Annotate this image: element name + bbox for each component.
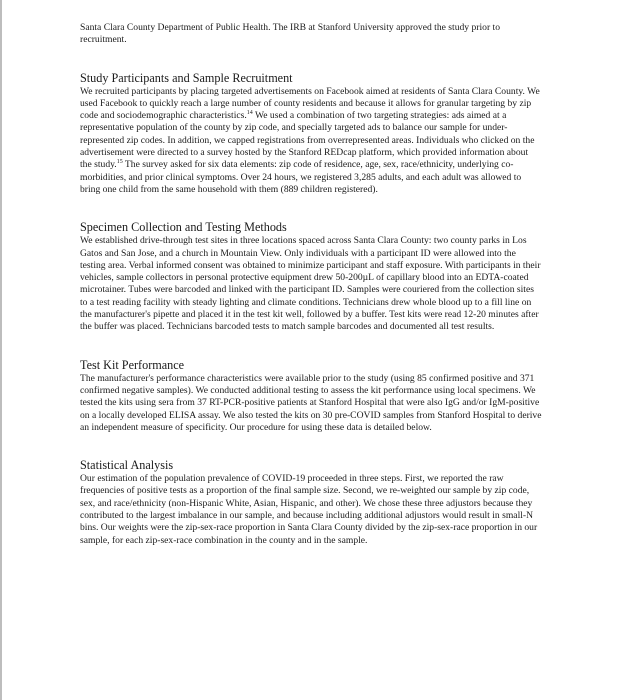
paragraph-text: We used a combination of two targeting strategies: ads aimed at a representative population of the county by zip code, and specially targeted ads to balance our sample for under-represented zip codes. In addition, we capped registrations from overrepresented areas. Individuals who clicked on the advertisement were directed to a survey hosted by the Stanford REDcap platform, which provided information about the study.: [80, 110, 535, 171]
section-study-participants: [80, 71, 542, 197]
reference-superscript: 15: [116, 159, 123, 166]
paragraph-text: We recruited participants by placing targeted advertisements on Facebook aimed at residents of Santa Clara County. We used Facebook to quickly reach a large number of county residents and because it allows for granular targeting by zip code and sociodemographic characteristics.: [80, 85, 540, 122]
section-paragraph: [80, 86, 542, 197]
paragraph-text: The survey asked for six data elements: zip code of residence, age, sex, race/ethnicity, underlying co-morbidities, and prior clinical symptoms. Over 24 hours, we registered 3,285 adults, and each adult was allowed to bring one child from the same household with them (889 children registered).: [80, 159, 522, 195]
section-test-kit-performance: [80, 358, 542, 434]
document-body: [80, 22, 542, 547]
section-specimen-collection: [80, 220, 542, 333]
intro-paragraph: Santa Clara County Department of Public Health. The IRB at Stanford University approved the study prior to recruitment.: [80, 22, 500, 46]
section-statistical-analysis: [80, 458, 542, 547]
section-heading: Statistical Analysis: [80, 458, 174, 473]
section-heading: Specimen Collection and Testing Methods: [80, 220, 287, 235]
section-paragraph: Our estimation of the population prevalence of COVID-19 proceeded in three steps. First, we reported the raw frequencies of positive tests as a proportion of the final sample size. Second, we re-weighted our sample by zip code, sex, and race/ethnicity (non-Hispanic White, Asian, Hispanic, and other). We chose these three adjustors because they contributed to the largest imbalance in our sample, and because including additional adjustors would result in small-N bins. Our weights were the zip-sex-race proportion in Santa Clara County divided by the zip-sex-race proportion in our sample, for each zip-sex-race combination in the county and in the sample.: [80, 473, 538, 546]
section-heading: Study Participants and Sample Recruitment: [80, 70, 293, 85]
page-edge-line: [0, 0, 2, 700]
section-heading: Test Kit Performance: [80, 357, 185, 372]
section-paragraph: We established drive-through test sites in three locations spaced across Santa Clara County: two county parks in Los Gatos and San Jose, and a church in Mountain View. Only individuals with a participant ID were allowed into the testing area. Verbal informed consent was obtained to minimize participant and staff exposure. With participants in their vehicles, sample collectors in personal protective equipment drew 50-200µL of capillary blood into an EDTA-coated microtainer. Tubes were barcoded and linked with the participant ID. Samples were couriered from the collection sites to a test reading facility with steady lighting and climate conditions. Technicians drew whole blood up to a fill line on the manufacturer's pipette and placed it in the test kit well, followed by a buffer. Test kits were read 12-20 minutes after the buffer was placed. Technicians barcoded tests to match sample barcodes and documented all test results.: [80, 235, 541, 333]
section-paragraph: The manufacturer's performance characteristics were available prior to the study (using 85 confirmed positive and 371 confirmed negative samples). We conducted additional testing to assess the kit performance using local specimens. We tested the kits using sera from 37 RT-PCR-positive patients at Stanford Hospital that were also IgG and/or IgM-positive on a locally developed ELISA assay. We also tested the kits on 30 pre-COVID samples from Stanford Hospital to derive an independent measure of specificity. Our procedure for using these data is detailed below.: [80, 372, 542, 433]
reference-superscript: 14: [246, 110, 253, 116]
